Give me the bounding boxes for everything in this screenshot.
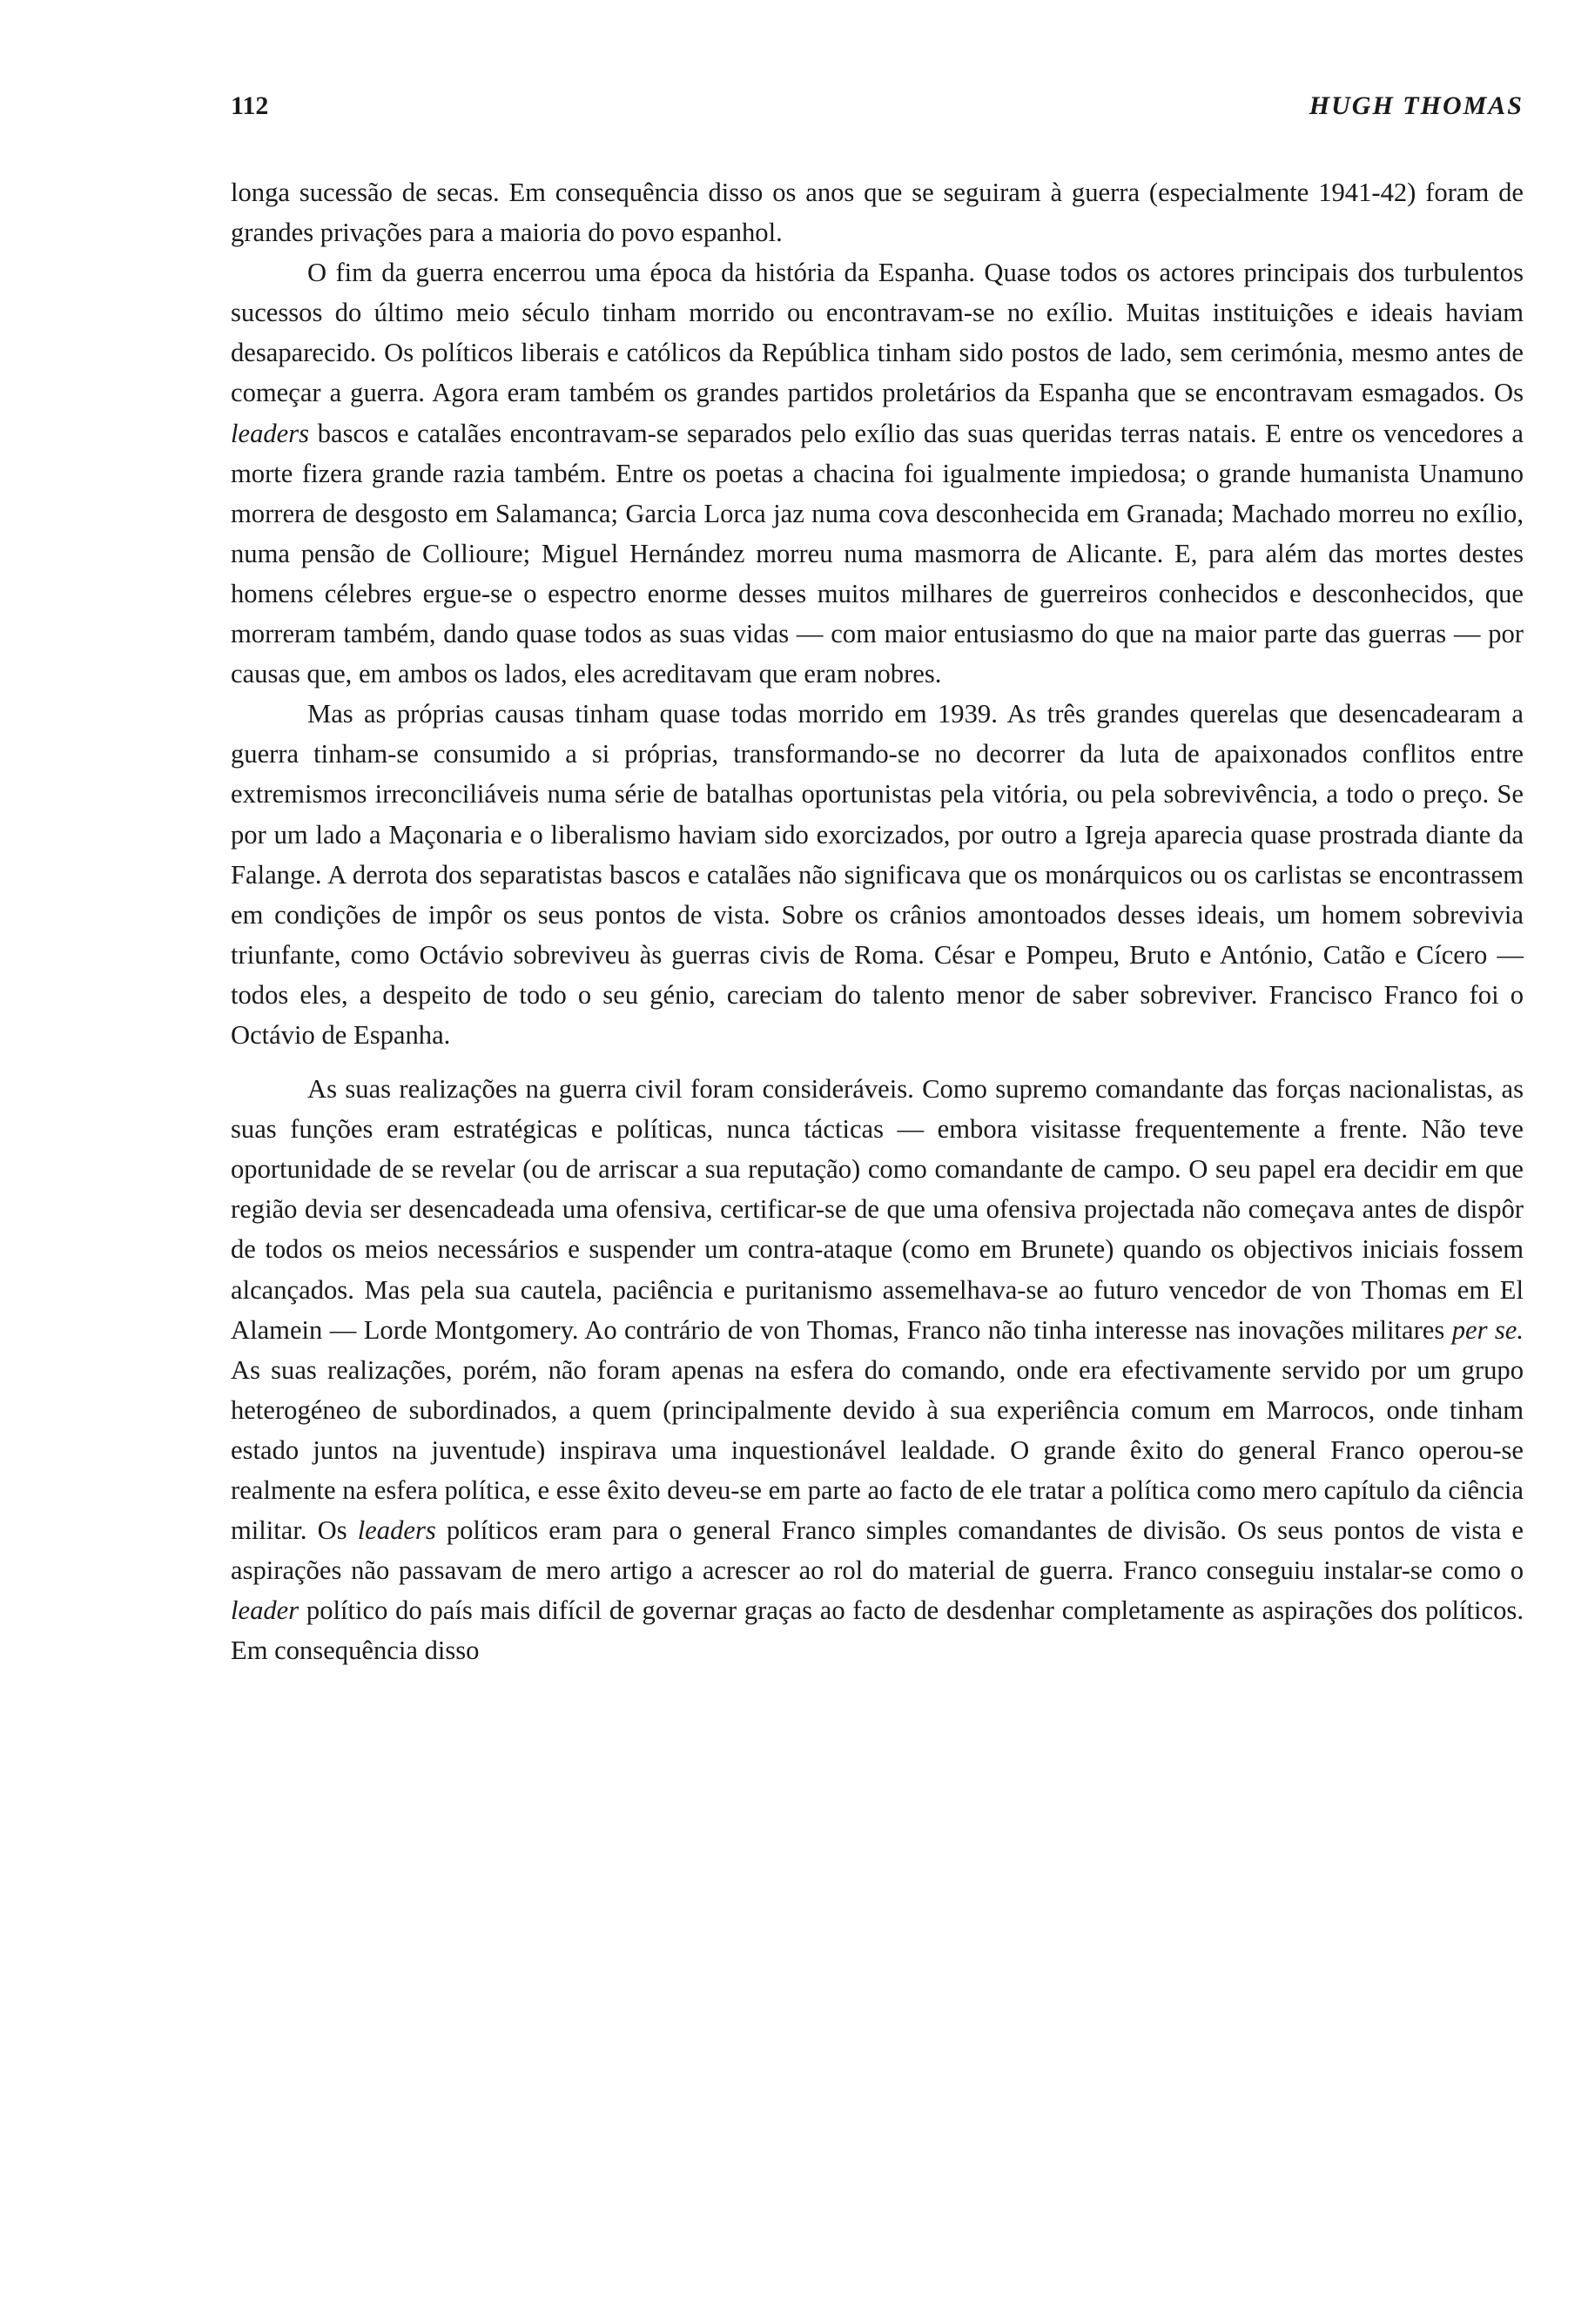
italic-term: per se. <box>1451 1314 1524 1345</box>
text-segment: O fim da guerra encerrou uma época da história da Espanha. Quase todos os actores principais dos turbulentos sucessos do último meio século tinham morrido ou encontravam-se no exílio. Muitas instituições e ideais haviam desaparecido. Os políticos liberais e católicos da República tinham sido postos de lado, sem cerimónia, mesmo antes de começar a guerra. Agora eram também os grandes partidos proletários da Espanha que se encontravam esmagados. Os <box>231 258 1524 408</box>
body-text <box>231 172 1524 1670</box>
paragraph <box>231 172 1524 252</box>
text-segment: longa sucessão de secas. Em consequência disso os anos que se seguiram à guerra (especialmente 1941-42) foram de grandes privações para a maioria do povo espanhol. <box>231 178 1524 248</box>
italic-term: leaders <box>231 418 310 448</box>
paragraph <box>231 1069 1524 1670</box>
text-segment: bascos e catalães encontravam-se separados pelo exílio das suas queridas terras natais. E entre os vencedores a morte fizera grande razia também. Entre os poetas a chacina foi igualmente impiedosa; o grande humanista Unamuno morrera de desgosto em Salamanca; Garcia Lorca jaz numa cova desconhecida em Granada; Machado morreu no exílio, numa pensão de Collioure; Miguel Hernández morreu numa masmorra de Alicante. E, para além das mortes destes homens célebres ergue-se o espectro enorme desses muitos milhares de guerreiros conhecidos e desconhecidos, que morreram também, dando quase todos as suas vidas — com maior entusiasmo do que na maior parte das guerras — por causas que, em ambos os lados, eles acreditavam que eram nobres. <box>231 418 1524 689</box>
page-number: 112 <box>231 91 269 120</box>
paragraph <box>231 694 1524 1055</box>
text-segment: Mas as próprias causas tinham quase todas morrido em 1939. As três grandes querelas que desencadearam a guerra tinham-se consumido a si próprias, transformando-se no decorrer da luta de apaixonados conflitos entre extremismos irreconciliáveis numa série de batalhas oportunistas pela vitória, ou pela sobrevivência, a todo o preço. Se por um lado a Maçonaria e o liberalismo haviam sido exorcizados, por outro a Igreja aparecia quase prostrada diante da Falange. A derrota dos separatistas bascos e catalães não significava que os monárquicos ou os carlistas se encontrassem em condições de impôr os seus pontos de vista. Sobre os crânios amontoados desses ideais, um homem sobrevivia triunfante, como Octávio sobreviveu às guerras civis de Roma. César e Pompeu, Bruto e António, Catão e Cícero — todos eles, a despeito de todo o seu génio, careciam do talento menor de saber sobreviver. Francisco Franco foi o Octávio de Espanha. <box>231 699 1524 1050</box>
text-segment: políticos eram para o general Franco simples comandantes de divisão. Os seus pontos de vista e aspirações não passavam de mero artigo a acrescer ao rol do material de guerra. Franco conseguiu instalar-se como o <box>231 1515 1524 1586</box>
italic-term: leader <box>231 1595 299 1626</box>
page-header <box>231 91 1524 126</box>
paragraph <box>231 252 1524 694</box>
text-segment: As suas realizações na guerra civil foram consideráveis. Como supremo comandante das forças nacionalistas, as suas funções eram estratégicas e políticas, nunca tácticas — embora visitasse frequentemente a frente. Não teve oportunidade de se revelar (ou de arriscar a sua reputação) como comandante de campo. O seu papel era decidir em que região devia ser desencadeada uma ofensiva, certificar-se de que uma ofensiva projectada não começava antes de dispôr de todos os meios necessários e suspender um contra-ataque (como em Brunete) quando os objectivos iniciais fossem alcançados. Mas pela sua cautela, paciência e puritanismo assemelhava-se ao futuro vencedor de von Thomas em El Alamein — Lorde Montgomery. Ao contrário de von Thomas, Franco não tinha interesse nas inovações militares <box>231 1074 1524 1345</box>
italic-term: leaders <box>357 1515 436 1546</box>
text-segment: político do país mais difícil de governar graças ao facto de desdenhar completamente as aspirações dos políticos. Em consequência disso <box>231 1595 1524 1666</box>
running-head: HUGH THOMAS <box>1309 91 1524 120</box>
text-segment: As suas realizações, porém, não foram apenas na esfera do comando, onde era efectivamente servido por um grupo heterogéneo de subordinados, a quem (principalmente devido à sua experiência comum em Marrocos, onde tinham estado juntos na juventude) inspirava uma inquestionável lealdade. O grande êxito do general Franco operou-se realmente na esfera política, e esse êxito deveu-se em parte ao facto de ele tratar a política como mero capítulo da ciência militar. Os <box>231 1354 1524 1546</box>
